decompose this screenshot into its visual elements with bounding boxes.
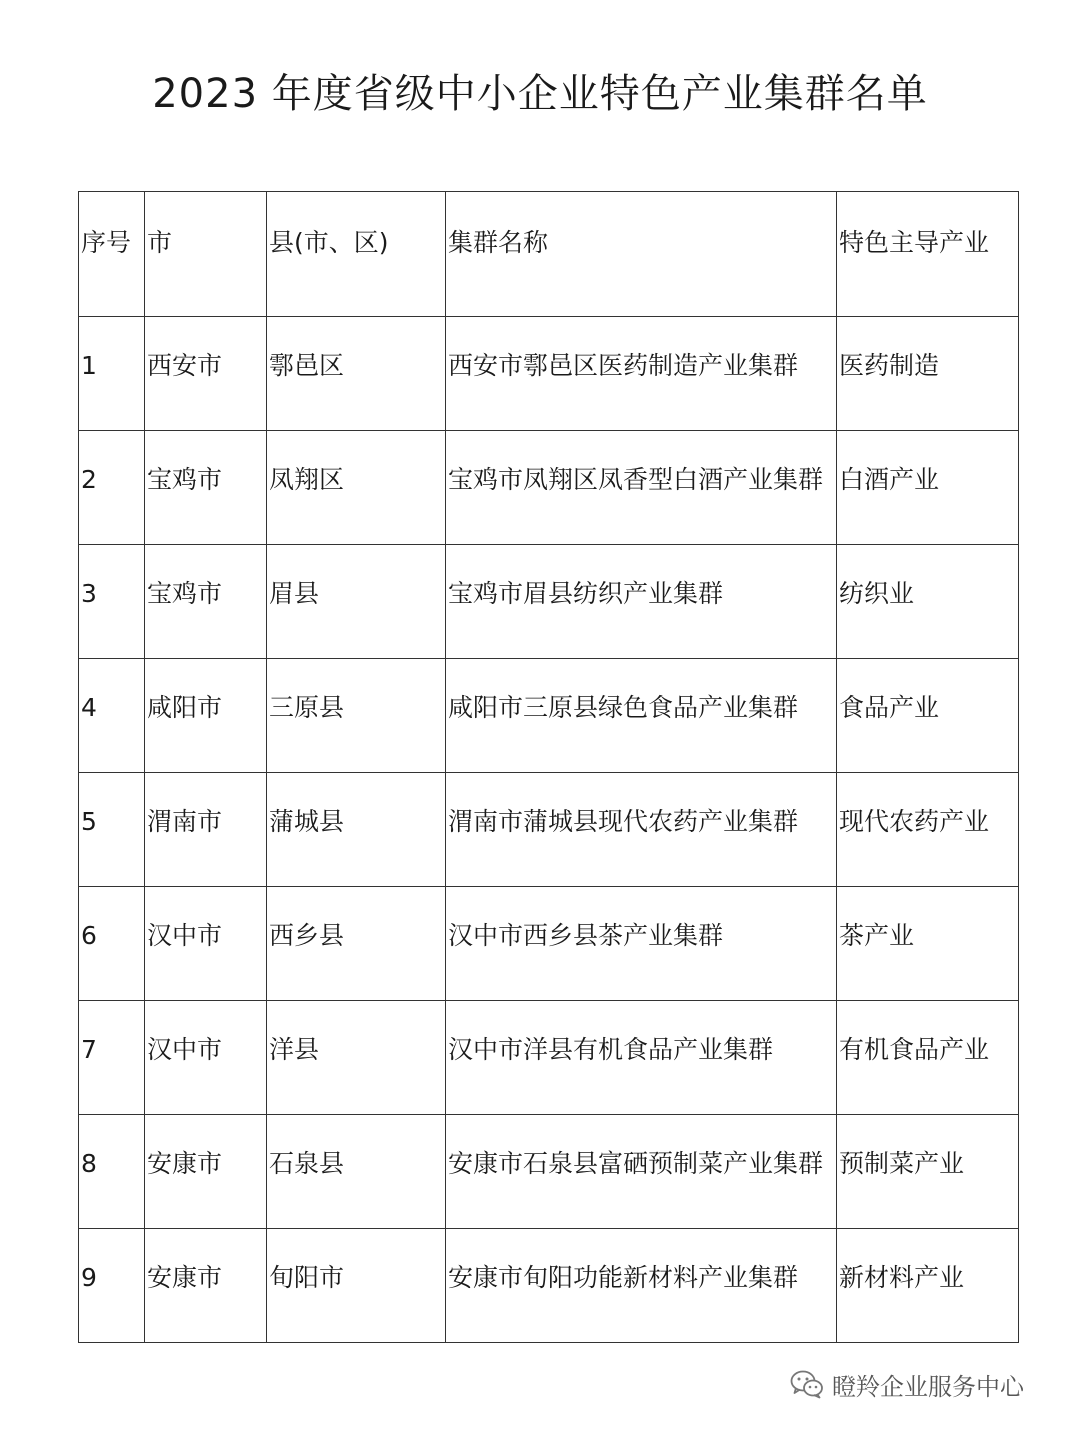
cell-index: 8 xyxy=(79,1115,145,1229)
cell-industry: 有机食品产业 xyxy=(837,1001,1019,1115)
cell-industry: 白酒产业 xyxy=(837,431,1019,545)
header-cell-county: 县(市、区) xyxy=(267,192,446,317)
cell-cluster-name: 西安市鄠邑区医药制造产业集群 xyxy=(446,317,837,431)
cell-city: 汉中市 xyxy=(145,887,267,1001)
cell-index: 4 xyxy=(79,659,145,773)
cell-index: 2 xyxy=(79,431,145,545)
cell-city: 西安市 xyxy=(145,317,267,431)
cell-county: 蒲城县 xyxy=(267,773,446,887)
cell-county: 石泉县 xyxy=(267,1115,446,1229)
cell-index: 1 xyxy=(79,317,145,431)
cell-county: 旬阳市 xyxy=(267,1229,446,1343)
table-header-row xyxy=(79,192,1019,317)
cell-city: 宝鸡市 xyxy=(145,545,267,659)
cell-cluster-name: 安康市石泉县富硒预制菜产业集群 xyxy=(446,1115,837,1229)
cluster-list-table xyxy=(78,191,1019,1343)
wechat-icon xyxy=(790,1369,824,1399)
cell-index: 5 xyxy=(79,773,145,887)
table-row xyxy=(79,545,1019,659)
cell-cluster-name: 咸阳市三原县绿色食品产业集群 xyxy=(446,659,837,773)
cell-industry: 医药制造 xyxy=(837,317,1019,431)
cell-city: 咸阳市 xyxy=(145,659,267,773)
table-row xyxy=(79,1115,1019,1229)
table-row xyxy=(79,1229,1019,1343)
table-row xyxy=(79,317,1019,431)
cell-cluster-name: 汉中市西乡县茶产业集群 xyxy=(446,887,837,1001)
cell-industry: 茶产业 xyxy=(837,887,1019,1001)
cell-industry: 预制菜产业 xyxy=(837,1115,1019,1229)
cell-city: 安康市 xyxy=(145,1229,267,1343)
cell-industry: 现代农药产业 xyxy=(837,773,1019,887)
cell-city: 安康市 xyxy=(145,1115,267,1229)
table-row xyxy=(79,887,1019,1001)
cell-cluster-name: 安康市旬阳功能新材料产业集群 xyxy=(446,1229,837,1343)
cell-index: 3 xyxy=(79,545,145,659)
cell-industry: 新材料产业 xyxy=(837,1229,1019,1343)
cell-county: 三原县 xyxy=(267,659,446,773)
table-row xyxy=(79,773,1019,887)
cell-city: 渭南市 xyxy=(145,773,267,887)
cell-city: 汉中市 xyxy=(145,1001,267,1115)
table-row xyxy=(79,1001,1019,1115)
header-cell-city: 市 xyxy=(145,192,267,317)
header-cell-index: 序号 xyxy=(79,192,145,317)
cell-cluster-name: 汉中市洋县有机食品产业集群 xyxy=(446,1001,837,1115)
cell-city: 宝鸡市 xyxy=(145,431,267,545)
header-cell-industry: 特色主导产业 xyxy=(837,192,1019,317)
page-title: 2023 年度省级中小企业特色产业集群名单 xyxy=(152,71,928,117)
cell-cluster-name: 渭南市蒲城县现代农药产业集群 xyxy=(446,773,837,887)
watermark-text: 瞪羚企业服务中心 xyxy=(832,1372,1024,1401)
cell-industry: 纺织业 xyxy=(837,545,1019,659)
cell-index: 7 xyxy=(79,1001,145,1115)
cell-county: 西乡县 xyxy=(267,887,446,1001)
header-cell-cluster-name: 集群名称 xyxy=(446,192,837,317)
cell-county: 眉县 xyxy=(267,545,446,659)
cell-cluster-name: 宝鸡市眉县纺织产业集群 xyxy=(446,545,837,659)
cell-index: 9 xyxy=(79,1229,145,1343)
watermark xyxy=(790,1364,1024,1404)
table-row xyxy=(79,431,1019,545)
cell-index: 6 xyxy=(79,887,145,1001)
cell-industry: 食品产业 xyxy=(837,659,1019,773)
cell-county: 洋县 xyxy=(267,1001,446,1115)
cell-county: 凤翔区 xyxy=(267,431,446,545)
table-row xyxy=(79,659,1019,773)
cell-county: 鄠邑区 xyxy=(267,317,446,431)
cell-cluster-name: 宝鸡市凤翔区凤香型白酒产业集群 xyxy=(446,431,837,545)
